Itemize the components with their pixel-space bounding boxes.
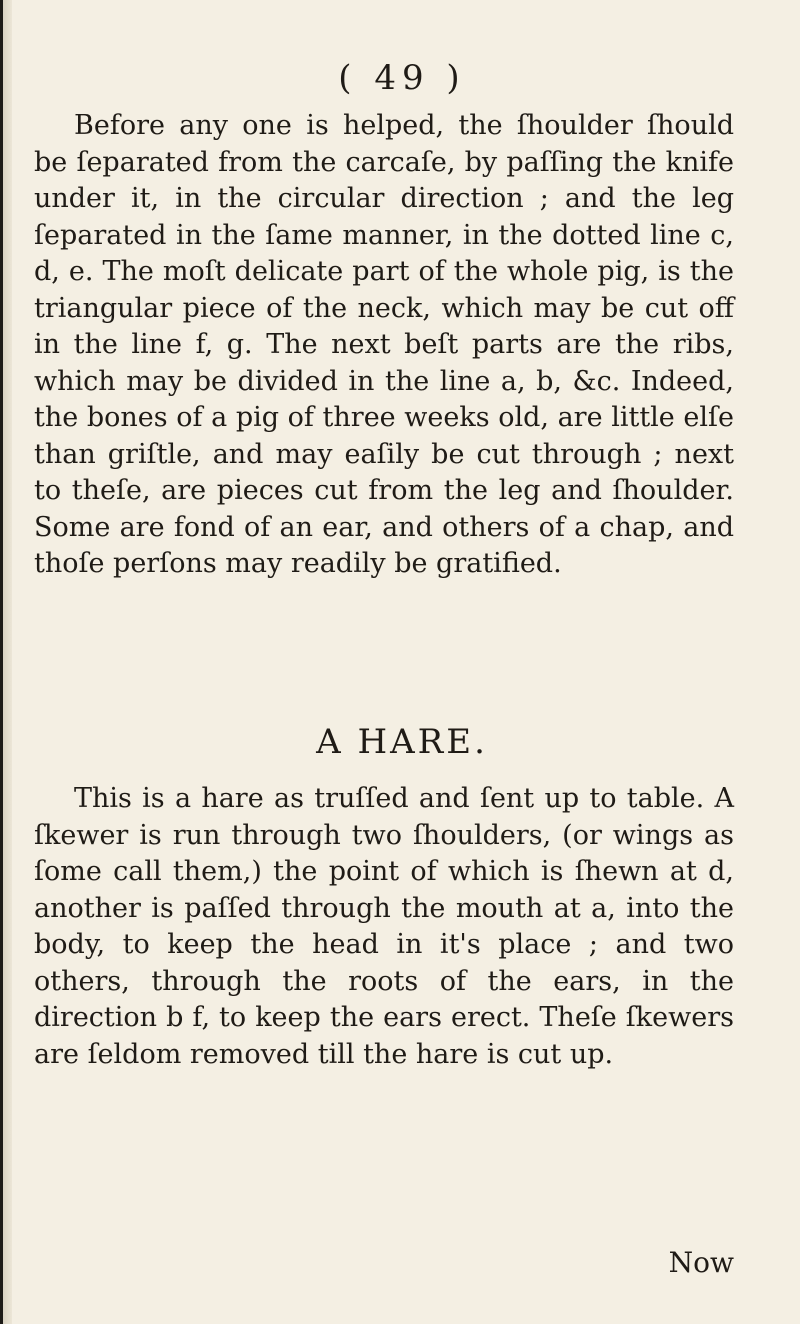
section-heading-hare: A HARE. [316,722,488,762]
hare-paragraph [34,781,734,1073]
page-number: ( 49 ) [338,58,466,98]
book-page [22,0,782,1324]
pig-carving-paragraph [34,108,734,583]
catchword: Now [668,1246,734,1279]
pig-paragraph-text: Before any one is helped, the ſhoulder ſhould be ſeparated from the carcaſe, by paſſing the knife under it, in the circular direction ; and the leg ſeparated in the ſame manner, in the dotted line c, d, e. The moſt delicate part of the whole pig, is the triangular piece of the neck, which may be cut off in the line f, g. The next beſt parts are the ribs, which may be divided in the line a, b, &c. Indeed, the bones of a pig of three weeks old, are little elſe than griſtle, and may eaſily be cut through ; next to theſe, are pieces cut from the leg and ſhoulder. Some are fond of an ear, and others of a chap, and thoſe perſons may readily be gratified. [34,110,734,579]
book-spine-edge [0,0,12,1324]
hare-paragraph-text: This is a hare as truſſed and ſent up to table. A ſkewer is run through two ſhoulders, (or wings as ſome call them,) the point of which is ſhewn at d, another is paſſed through the mouth at a, into the body, to keep the head in it's place ; and two others, through the roots of the ears, in the direction b f, to keep the ears erect. Theſe ſkewers are ſeldom removed till the hare is cut up. [34,783,734,1070]
